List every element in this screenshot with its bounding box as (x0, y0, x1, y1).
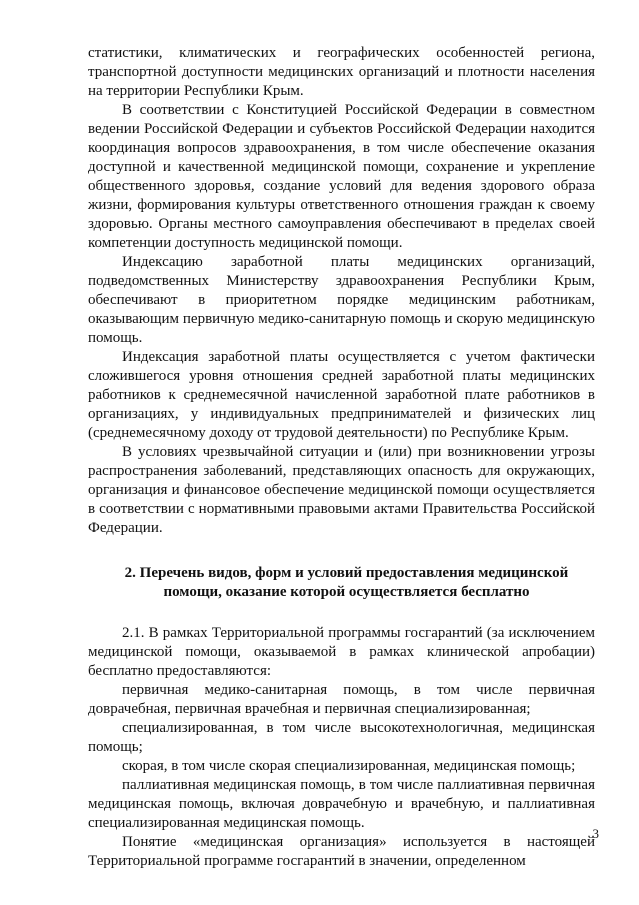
section-heading: 2. Перечень видов, форм и условий предоставления медицинской помощи, оказание которой осуществляется бесплатно (124, 565, 569, 600)
list-item-specialized-care: специализированная, в том числе высокотехнологичная, медицинская помощь; (88, 720, 595, 755)
list-item-palliative-care: паллиативная медицинская помощь, в том числе паллиативная первичная медицинская помощь, включая доврачебную и врачебную, и паллиативная специализированная медицинская помощь. (88, 777, 595, 831)
paragraph-regional-factors: статистики, климатических и географических особенностей региона, транспортной доступности медицинских организаций и плотности населения на территории Республики Крым. (88, 45, 595, 99)
paragraph-salary-indexing: Индексацию заработной платы медицинских организаций, подведомственных Министерству здравоохранения Республики Крым, обеспечивают в приоритетном порядке медицинским работникам, оказывающим первичную медико-санитарную помощь и скорую медицинскую помощь. (88, 254, 595, 346)
paragraph-salary-indexing-basis: Индексация заработной платы осуществляется с учетом фактически сложившегося уровня отношения средней заработной платы медицинских работников к среднемесячной начисленной заработной плате работников в организациях, у индивидуальных предпринимателей и физических лиц (среднемесячному доходу от трудовой деятельности) по Республике Крым. (88, 349, 595, 441)
paragraph-emergency: В условиях чрезвычайной ситуации и (или) при возникновении угрозы распространения заболеваний, представляющих опасность для окружающих, организация и финансовое обеспечение медицинской помощи осуществляется в соответствии с нормативными правовыми актами Правительства Российской Федерации. (88, 444, 595, 536)
list-item-primary-care: первичная медико-санитарная помощь, в том числе первичная доврачебная, первичная врачебная и первичная специализированная; (88, 682, 595, 717)
paragraph-medical-organization-term: Понятие «медицинская организация» используется в настоящей Территориальной программе госгарантий в значении, определенном (88, 834, 595, 869)
list-item-emergency-care: скорая, в том числе скорая специализированная, медицинская помощь; (122, 758, 576, 774)
paragraph-2-1: 2.1. В рамках Территориальной программы госгарантий (за исключением медицинской помощи, оказываемой в рамках клинической апробации) бесплатно предоставляются: (88, 625, 595, 679)
page-number: 3 (592, 826, 599, 841)
paragraph-constitution: В соответствии с Конституцией Российской Федерации в совместном ведении Российской Федерации и субъектов Российской Федерации находится координация вопросов здравоохранения, в том числе обеспечение оказания доступной и качественной медицинской помощи, сохранение и укрепление общественного здоровья, создание условий для ведения здорового образа жизни, формирования культуры ответственного отношения граждан к своему здоровью. Органы местного самоуправления обеспечивают в пределах своей компетенции доступность медицинской помощи. (88, 102, 595, 251)
